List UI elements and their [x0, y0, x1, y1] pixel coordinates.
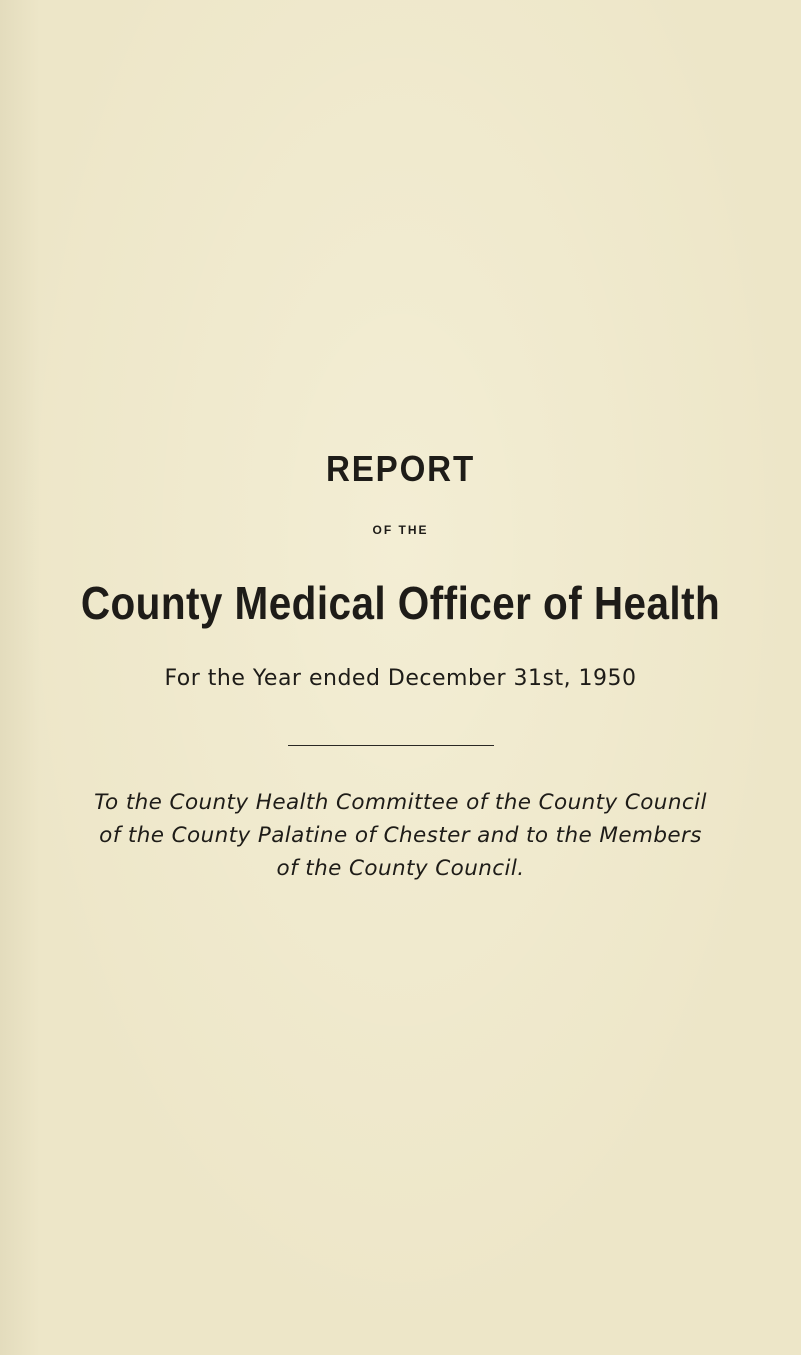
address-line-1: To the County Health Committee of the County Council — [94, 790, 707, 815]
report-subheading: OF THE — [372, 523, 429, 537]
dedication-address — [70, 786, 731, 885]
address-line-2: of the County Palatine of Chester and to the Members — [99, 823, 702, 848]
address-line-3: of the County Council. — [276, 856, 525, 881]
report-heading: REPORT — [325, 448, 476, 489]
report-title: County Medical Officer of Health — [80, 577, 721, 629]
report-period: For the Year ended December 31st, 1950 — [164, 666, 637, 691]
divider-rule — [288, 745, 494, 746]
